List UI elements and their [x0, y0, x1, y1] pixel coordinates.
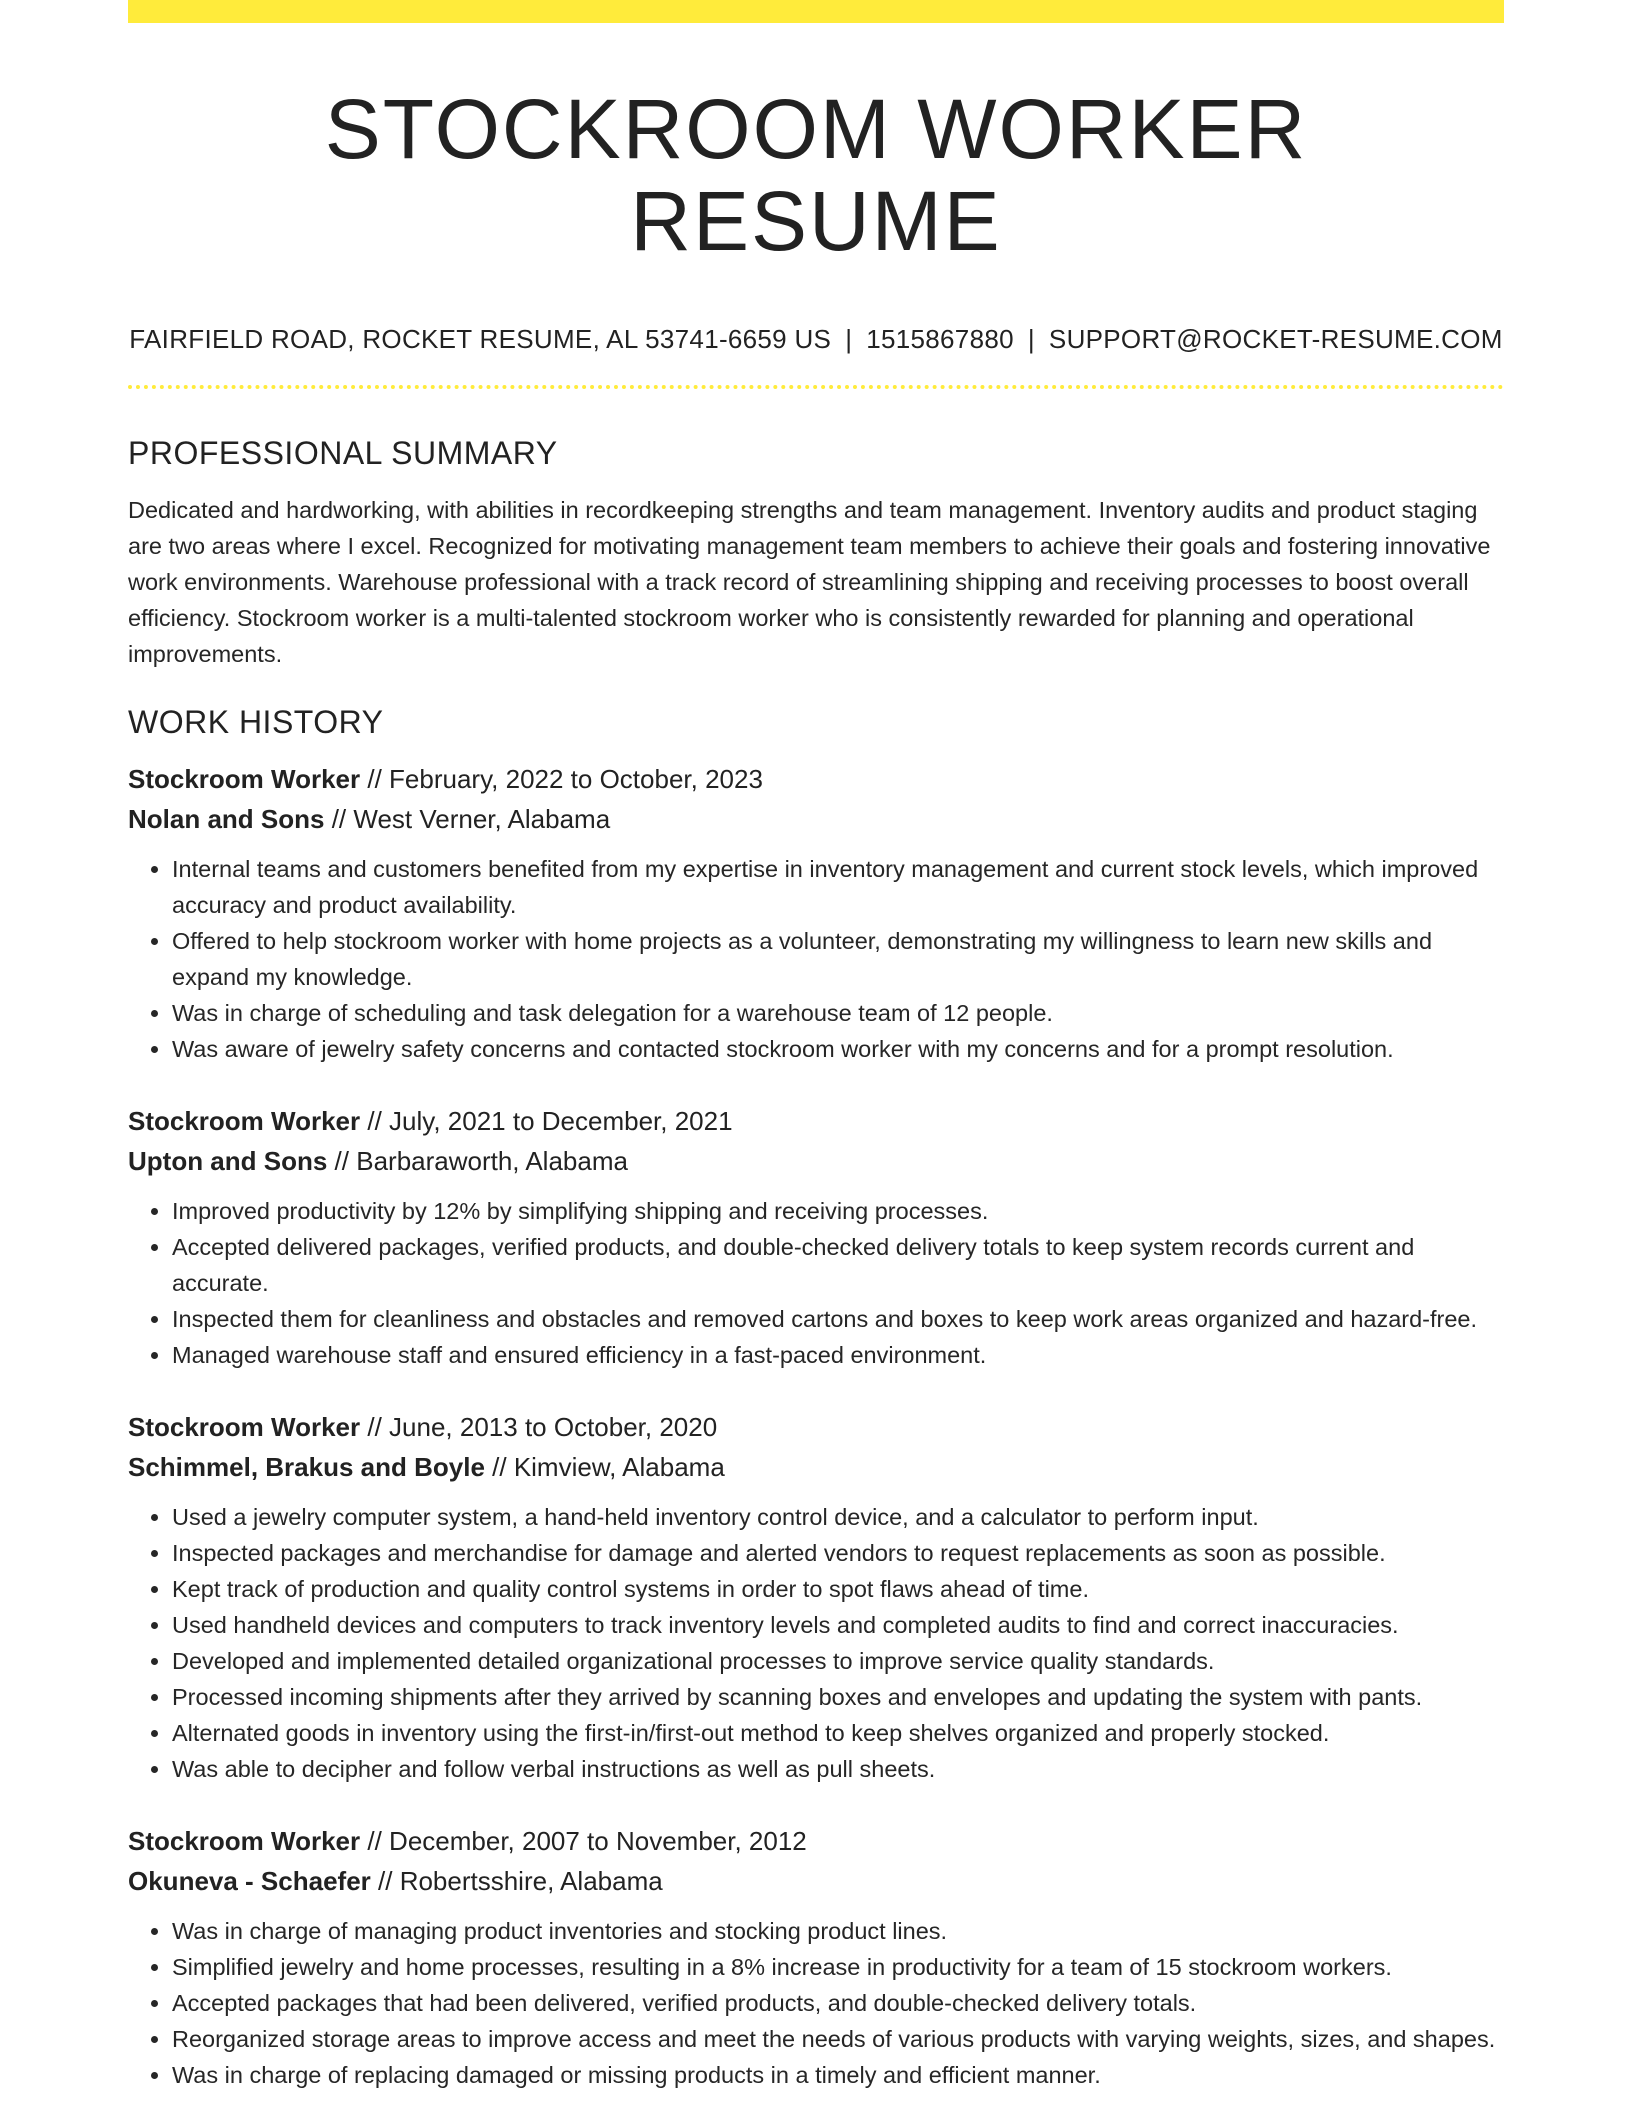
job-bullet-list	[128, 851, 1504, 1067]
job-bullet: • Kept track of production and quality control systems in order to spot flaws ahead of time.	[172, 1571, 1504, 1607]
job-title-line	[128, 1821, 1504, 1861]
job-location: West Verner, Alabama	[353, 803, 611, 834]
job-role: Stockroom Worker	[128, 1825, 361, 1856]
contact-line	[128, 324, 1504, 355]
job-separator: //	[327, 1145, 357, 1176]
summary-paragraph: Dedicated and hardworking, with abilities in recordkeeping strengths and team management. Inventory audits and product staging are two areas where I excel. Recognized for motivating management team members to achieve their goals and fostering innovative work environments. Warehouse professional with a track record of streamlining shipping and receiving processes to boost overall efficiency. Stockroom worker is a multi-talented stockroom worker who is consistently rewarded for planning and operational improvements.	[128, 496, 1491, 667]
job-bullet: • Inspected them for cleanliness and obstacles and removed cartons and boxes to keep work areas organized and hazard-free.	[172, 1301, 1504, 1337]
job-separator: //	[360, 1825, 390, 1856]
job-entry	[128, 1101, 1504, 1373]
job-bullet: • Used a jewelry computer system, a hand-held inventory control device, and a calculator to perform input.	[172, 1499, 1504, 1535]
accent-top-bar	[128, 0, 1504, 23]
job-title-line	[128, 759, 1504, 799]
job-dates: July, 2021 to December, 2021	[389, 1105, 733, 1136]
job-company-line	[128, 1447, 1504, 1487]
job-bullet: • Used handheld devices and computers to track inventory levels and completed audits to find and correct inaccuracies.	[172, 1607, 1504, 1643]
job-dates: December, 2007 to November, 2012	[389, 1825, 807, 1856]
resume-page	[128, 0, 1504, 2093]
job-bullet: • Developed and implemented detailed organizational processes to improve service quality standards.	[172, 1643, 1504, 1679]
contact-separator: |	[845, 323, 853, 354]
resume-title: STOCKROOM WORKER RESUME	[324, 82, 1308, 269]
job-bullet: • Accepted delivered packages, verified products, and double-checked delivery totals to keep system records current and accurate.	[172, 1229, 1504, 1301]
job-role: Stockroom Worker	[128, 763, 361, 794]
job-separator: //	[370, 1865, 400, 1896]
job-company-line	[128, 1141, 1504, 1181]
job-company: Nolan and Sons	[128, 803, 325, 834]
job-location: Robertsshire, Alabama	[399, 1865, 663, 1896]
job-bullet: • Was in charge of replacing damaged or missing products in a timely and efficient manner.	[172, 2057, 1504, 2093]
job-bullet-list	[128, 1913, 1504, 2093]
job-role: Stockroom Worker	[128, 1411, 361, 1442]
work-history-heading: WORK HISTORY	[128, 703, 384, 740]
job-location: Barbaraworth, Alabama	[356, 1145, 628, 1176]
job-bullet: • Was aware of jewelry safety concerns and contacted stockroom worker with my concerns and for a prompt resolution.	[172, 1031, 1504, 1067]
job-entry	[128, 759, 1504, 1067]
email-text: SUPPORT@ROCKET-RESUME.COM	[1048, 323, 1503, 354]
job-location: Kimview, Alabama	[513, 1451, 725, 1482]
job-bullet: • Was in charge of scheduling and task delegation for a warehouse team of 12 people.	[172, 995, 1504, 1031]
job-bullet: • Improved productivity by 12% by simplifying shipping and receiving processes.	[172, 1193, 1504, 1229]
job-entry	[128, 1407, 1504, 1787]
job-entry	[128, 1821, 1504, 2093]
job-company: Upton and Sons	[128, 1145, 328, 1176]
job-company: Schimmel, Brakus and Boyle	[128, 1451, 485, 1482]
job-role: Stockroom Worker	[128, 1105, 361, 1136]
job-bullet: • Inspected packages and merchandise for damage and alerted vendors to request replacements as soon as possible.	[172, 1535, 1504, 1571]
job-bullet: • Processed incoming shipments after they arrived by scanning boxes and envelopes and updating the system with pants.	[172, 1679, 1504, 1715]
job-separator: //	[360, 1411, 390, 1442]
job-separator: //	[360, 763, 390, 794]
phone-text: 1515867880	[866, 323, 1014, 354]
job-company-line	[128, 1861, 1504, 1901]
address-text: FAIRFIELD ROAD, ROCKET RESUME, AL 53741-6659 US	[129, 323, 832, 354]
job-bullet: • Alternated goods in inventory using the first-in/first-out method to keep shelves organized and properly stocked.	[172, 1715, 1504, 1751]
job-bullet: • Internal teams and customers benefited from my expertise in inventory management and current stock levels, which improved accuracy and product availability.	[172, 851, 1504, 923]
job-separator: //	[360, 1105, 390, 1136]
job-bullet-list	[128, 1499, 1504, 1787]
job-separator: //	[324, 803, 354, 834]
contact-separator: |	[1027, 323, 1035, 354]
job-dates: June, 2013 to October, 2020	[389, 1411, 718, 1442]
job-bullet-list	[128, 1193, 1504, 1373]
job-dates: February, 2022 to October, 2023	[389, 763, 763, 794]
job-separator: //	[484, 1451, 514, 1482]
job-bullet: • Reorganized storage areas to improve access and meet the needs of various products with varying weights, sizes, and shapes.	[172, 2021, 1504, 2057]
dotted-divider	[128, 385, 1504, 389]
job-bullet: • Simplified jewelry and home processes, resulting in a 8% increase in productivity for a team of 15 stockroom workers.	[172, 1949, 1504, 1985]
job-bullet: • Was able to decipher and follow verbal instructions as well as pull sheets.	[172, 1751, 1504, 1787]
job-company-line	[128, 799, 1504, 839]
job-company: Okuneva - Schaefer	[128, 1865, 371, 1896]
work-history-list	[128, 759, 1504, 2093]
summary-heading: PROFESSIONAL SUMMARY	[128, 434, 558, 471]
job-bullet: • Offered to help stockroom worker with home projects as a volunteer, demonstrating my willingness to learn new skills and expand my knowledge.	[172, 923, 1504, 995]
job-title-line	[128, 1407, 1504, 1447]
job-title-line	[128, 1101, 1504, 1141]
job-bullet: • Accepted packages that had been delivered, verified products, and double-checked delivery totals.	[172, 1985, 1504, 2021]
job-bullet: • Managed warehouse staff and ensured efficiency in a fast-paced environment.	[172, 1337, 1504, 1373]
job-bullet: • Was in charge of managing product inventories and stocking product lines.	[172, 1913, 1504, 1949]
